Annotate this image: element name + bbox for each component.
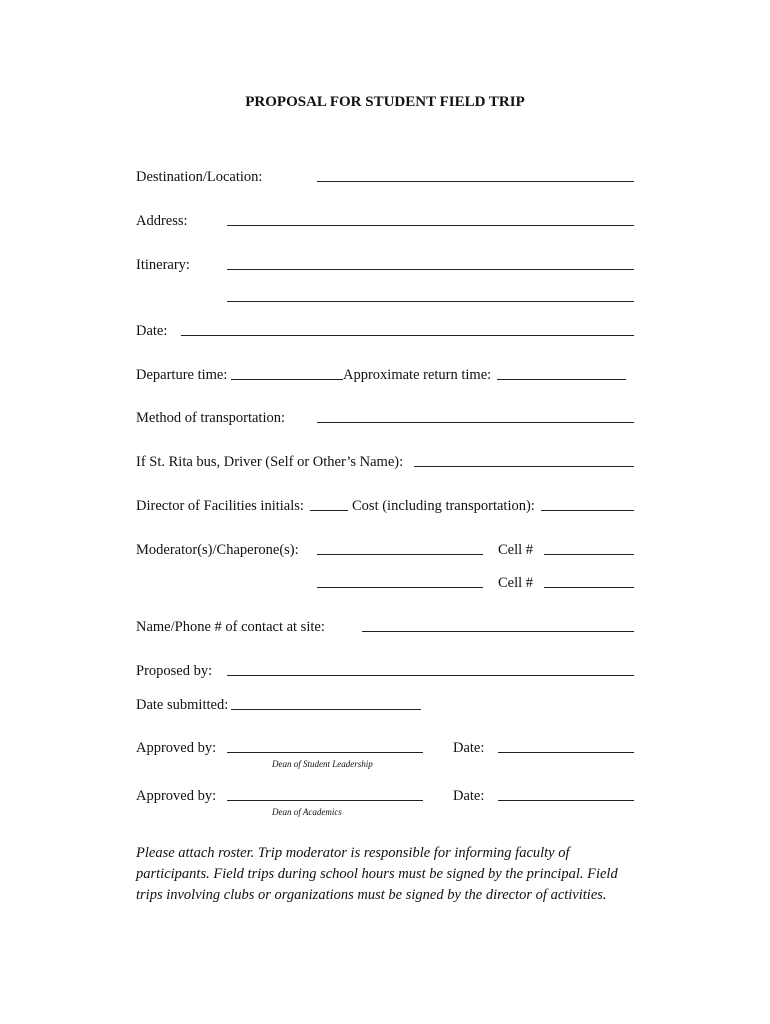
approved-by-label-2: Approved by: bbox=[136, 788, 217, 804]
approved-date-label-1: Date: bbox=[453, 740, 485, 756]
moderator-field-1[interactable] bbox=[317, 554, 483, 555]
approved-by-label-1: Approved by: bbox=[136, 740, 217, 756]
bus-driver-field[interactable] bbox=[414, 466, 634, 467]
moderators-label: Moderator(s)/Chaperone(s): bbox=[136, 542, 299, 558]
date-submitted-field[interactable] bbox=[231, 709, 421, 710]
contact-label: Name/Phone # of contact at site: bbox=[136, 619, 325, 635]
departure-label: Departure time: bbox=[136, 367, 228, 383]
facilities-initials-label: Director of Facilities initials: bbox=[136, 498, 304, 514]
itinerary-field-2[interactable] bbox=[227, 301, 634, 302]
departure-field[interactable] bbox=[231, 379, 343, 380]
instructions-note: Please attach roster. Trip moderator is responsible for informing faculty of participants. Field trips during school hours must be signed by the principal. Field trips involving clubs or organizations must be signed by the director of activities. bbox=[136, 845, 618, 903]
cost-field[interactable] bbox=[541, 510, 634, 511]
contact-field[interactable] bbox=[362, 631, 634, 632]
approved-date-field-1[interactable] bbox=[498, 752, 634, 753]
date-field[interactable] bbox=[181, 335, 634, 336]
bus-driver-label: If St. Rita bus, Driver (Self or Other’s Name): bbox=[136, 454, 404, 470]
transport-field[interactable] bbox=[317, 422, 634, 423]
return-label: Approximate return time: bbox=[343, 367, 492, 383]
approved-date-label-2: Date: bbox=[453, 788, 485, 804]
destination-label: Destination/Location: bbox=[136, 169, 263, 185]
date-submitted-label: Date submitted: bbox=[136, 697, 229, 713]
itinerary-label: Itinerary: bbox=[136, 257, 190, 273]
approved-by-field-1[interactable] bbox=[227, 752, 423, 753]
destination-field[interactable] bbox=[317, 181, 634, 182]
approved-by-field-2[interactable] bbox=[227, 800, 423, 801]
moderator-field-2[interactable] bbox=[317, 587, 483, 588]
proposed-by-label: Proposed by: bbox=[136, 663, 213, 679]
address-label: Address: bbox=[136, 213, 188, 229]
approved-date-field-2[interactable] bbox=[498, 800, 634, 801]
approver-title-1: Dean of Student Leadership bbox=[272, 759, 373, 769]
return-field[interactable] bbox=[497, 379, 626, 380]
cell-field-2[interactable] bbox=[544, 587, 634, 588]
facilities-initials-field[interactable] bbox=[310, 510, 348, 511]
form-title: PROPOSAL FOR STUDENT FIELD TRIP bbox=[245, 94, 525, 110]
cell-label-2: Cell # bbox=[498, 575, 534, 591]
approver-title-2: Dean of Academics bbox=[272, 807, 342, 817]
cell-label-1: Cell # bbox=[498, 542, 534, 558]
transport-label: Method of transportation: bbox=[136, 410, 286, 426]
address-field[interactable] bbox=[227, 225, 634, 226]
cost-label: Cost (including transportation): bbox=[352, 498, 535, 514]
date-label: Date: bbox=[136, 323, 168, 339]
itinerary-field-1[interactable] bbox=[227, 269, 634, 270]
cell-field-1[interactable] bbox=[544, 554, 634, 555]
proposed-by-field[interactable] bbox=[227, 675, 634, 676]
